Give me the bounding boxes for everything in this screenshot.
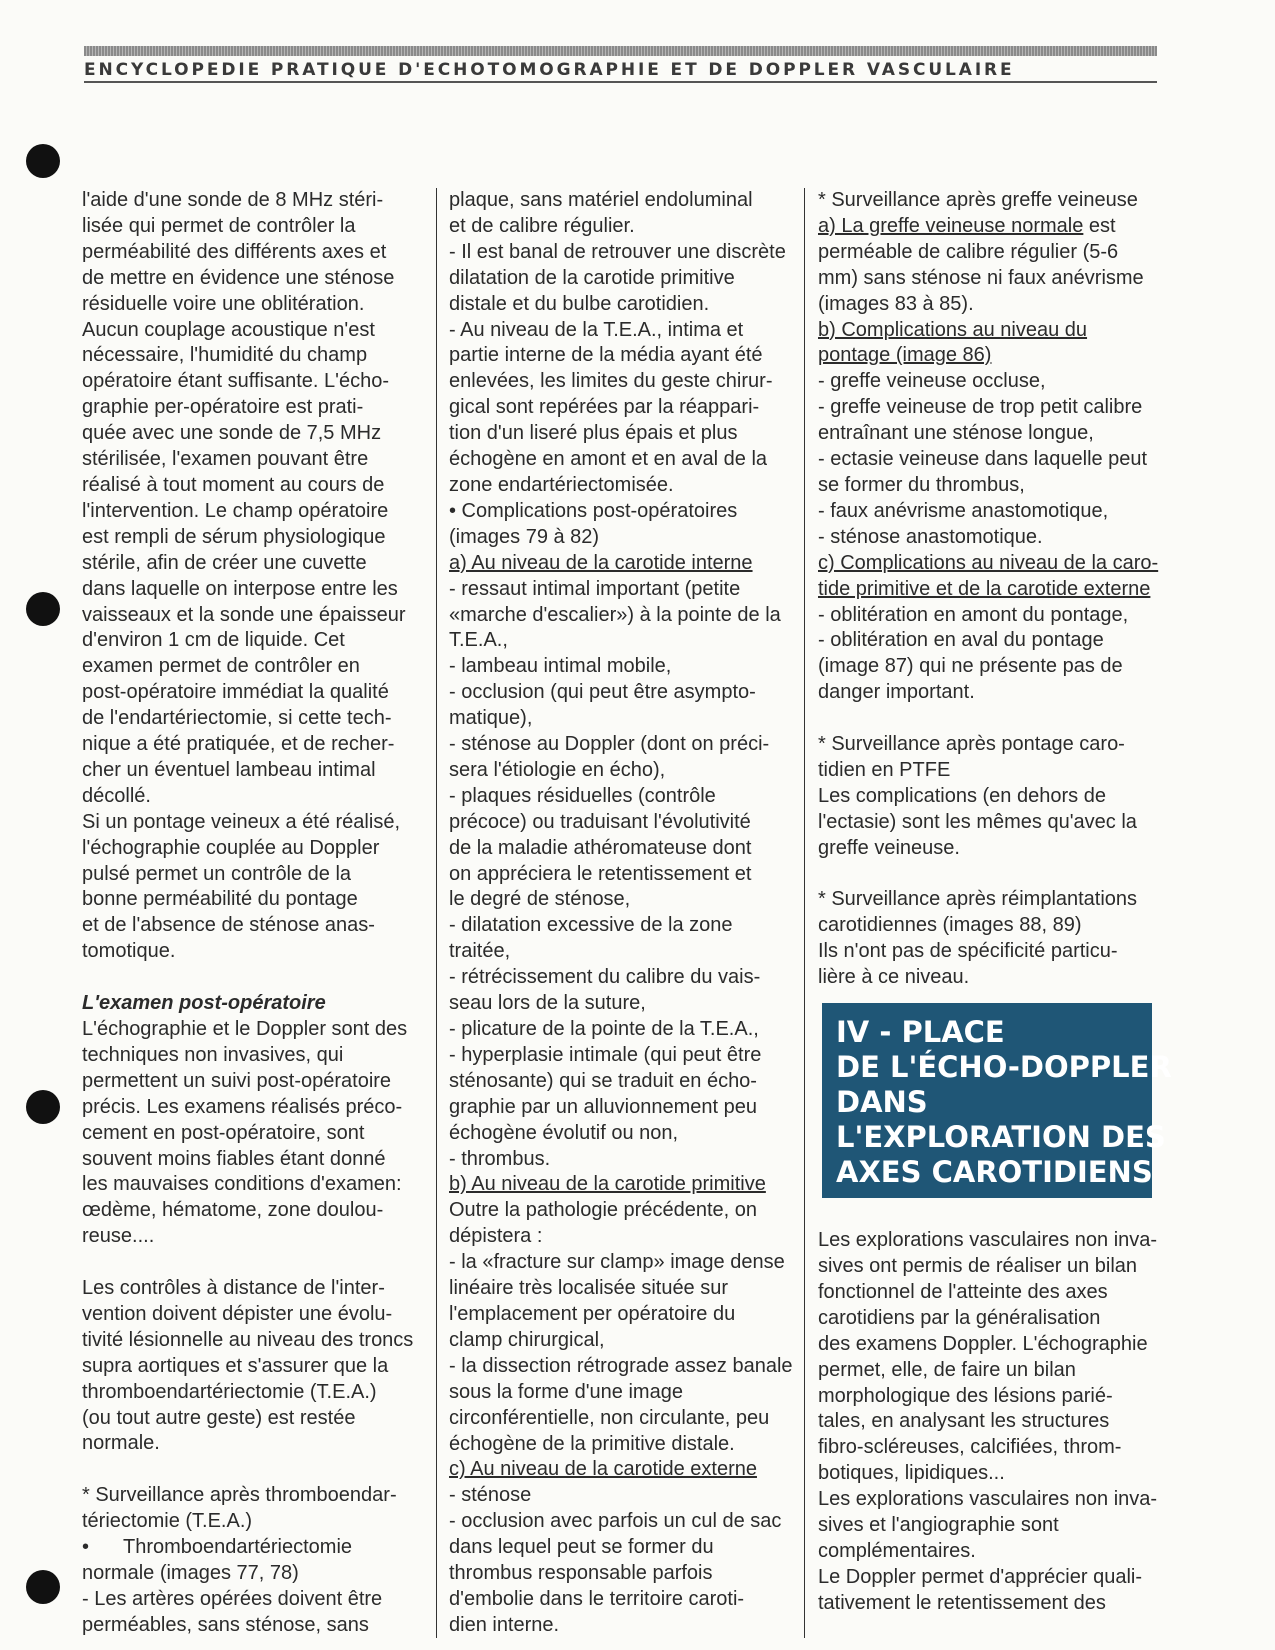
text-line: - sténose bbox=[449, 1484, 532, 1507]
text-line: - ectasie veineuse dans laquelle peut bbox=[818, 448, 1148, 471]
text-line: normale (images 77, 78) bbox=[82, 1561, 299, 1584]
text-line: tériectomie (T.E.A.) bbox=[82, 1510, 253, 1533]
text-line: T.E.A., bbox=[449, 629, 508, 652]
binder-hole bbox=[26, 144, 60, 178]
section-heading-box bbox=[822, 1003, 1172, 1198]
subheading-a: a) Au niveau de la carotide interne bbox=[449, 551, 753, 574]
text-line: précoce) ou traduisant l'évolutivité bbox=[449, 810, 751, 833]
text-line: * Surveillance après pontage caro- bbox=[818, 733, 1125, 756]
text-line: tivité lésionnelle au niveau des troncs bbox=[82, 1328, 414, 1351]
running-header: ENCYCLOPEDIE PRATIQUE D'ECHOTOMOGRAPHIE ET DE DOPPLER VASCULAIRE bbox=[84, 60, 1015, 80]
text-line: lisée qui permet de contrôler la bbox=[82, 214, 356, 237]
text-line: - la «fracture sur clamp» image dense bbox=[449, 1251, 785, 1274]
text-line: stérile, afin de créer une cuvette bbox=[82, 551, 367, 574]
text-line: - occlusion avec parfois un cul de sac bbox=[449, 1510, 782, 1533]
col3-paragraph bbox=[818, 887, 1158, 991]
text-line: zone endartériectomisée. bbox=[449, 473, 674, 496]
text-line: vention doivent dépister une évolu- bbox=[82, 1302, 393, 1325]
text-line: sives ont permis de réaliser un bilan bbox=[818, 1254, 1138, 1277]
text-line: Les contrôles à distance de l'inter- bbox=[82, 1277, 385, 1300]
text-line: - dilatation excessive de la zone bbox=[449, 914, 733, 937]
text-line: sous la forme d'une image bbox=[449, 1380, 683, 1403]
text-line: précis. Les examens réalisés préco- bbox=[82, 1095, 403, 1118]
text-line: et de l'absence de sténose anas- bbox=[82, 914, 375, 937]
binder-hole bbox=[26, 1090, 60, 1124]
text-line: - Il est banal de retrouver une discrète bbox=[449, 240, 786, 263]
text-line: l'aide d'une sonde de 8 MHz stéri- bbox=[82, 189, 384, 211]
bullet-line: • Thromboendartériectomie bbox=[82, 1536, 353, 1559]
text-line: tomotique. bbox=[82, 940, 176, 963]
text-line: nique a été pratiquée, et de recher- bbox=[82, 733, 395, 756]
header-band bbox=[84, 46, 1157, 56]
text-line: opératoire étant suffisante. L'écho- bbox=[82, 370, 389, 393]
text-line: Si un pontage veineux a été réalisé, bbox=[82, 810, 400, 833]
col3-heading: * Surveillance après greffe veineuse bbox=[818, 189, 1138, 211]
text-line: «marche d'escalier») à la pointe de la bbox=[449, 603, 781, 626]
col2-paragraph bbox=[449, 1483, 789, 1638]
col3-line: a) La greffe veineuse normale est bbox=[818, 214, 1116, 237]
text-line: permettent un suivi post-opératoire bbox=[82, 1069, 392, 1092]
text-line: cher un éventuel lambeau intimal bbox=[82, 758, 376, 781]
text-line: vaisseaux et la sonde une épaisseur bbox=[82, 603, 406, 626]
binder-hole bbox=[26, 1570, 60, 1604]
subheading-c: c) Complications au niveau de la caro- bbox=[818, 551, 1159, 574]
text-line: - plaques résiduelles (contrôle bbox=[449, 784, 716, 807]
subheading-a: a) La greffe veineuse normale bbox=[818, 214, 1084, 237]
column-divider bbox=[436, 188, 437, 1638]
text-line: réalisé à tout moment au cours de bbox=[82, 473, 385, 496]
text-line: l'intervention. Le champ opératoire bbox=[82, 499, 389, 522]
text-line: d'embolie dans le territoire caroti- bbox=[449, 1587, 745, 1610]
text-line: - thrombus. bbox=[449, 1147, 551, 1170]
text-line: examen permet de contrôler en bbox=[82, 655, 360, 678]
text-line: de l'endartériectomie, si cette tech- bbox=[82, 707, 392, 730]
text-line: (images 79 à 82) bbox=[449, 525, 600, 548]
text-line: partie interne de la média ayant été bbox=[449, 344, 763, 367]
bullet-icon: • bbox=[82, 1536, 90, 1559]
text-line: Outre la pathologie précédente, on bbox=[449, 1199, 757, 1222]
text-line: quée avec une sonde de 7,5 MHz bbox=[82, 422, 382, 445]
text-line: graphie par un alluvionnement peu bbox=[449, 1095, 757, 1118]
text-line: souvent moins fiables étant donné bbox=[82, 1147, 386, 1170]
text-line: - greffe veineuse de trop petit calibre bbox=[818, 396, 1143, 419]
text-line: supra aortiques et s'assurer que la bbox=[82, 1354, 389, 1377]
text-line: morphologique des lésions parié- bbox=[818, 1384, 1113, 1407]
text-line: mm) sans sténose ni faux anévrisme bbox=[818, 266, 1144, 289]
text-line: Ils n'ont pas de spécificité particu- bbox=[818, 940, 1118, 963]
text-line: dans lequel peut se former du bbox=[449, 1536, 714, 1559]
column-1 bbox=[82, 188, 420, 1639]
text-line: gical sont repérées par la réappari- bbox=[449, 396, 760, 419]
section-title: L'examen post-opératoire bbox=[82, 992, 326, 1015]
text-line: - faux anévrisme anastomotique, bbox=[818, 499, 1109, 522]
text-line: - oblitération en amont du pontage, bbox=[818, 603, 1129, 626]
column-divider bbox=[804, 188, 805, 1638]
text-line: tion d'un liseré plus épais et plus bbox=[449, 422, 738, 445]
text-line: échogène en amont et en aval de la bbox=[449, 448, 768, 471]
text-line: L'échographie et le Doppler sont des bbox=[82, 1017, 408, 1040]
text-line: résiduelle voire une oblitération. bbox=[82, 292, 365, 315]
text-line: nécessaire, l'humidité du champ bbox=[82, 344, 368, 367]
text-line: linéaire très localisée située sur bbox=[449, 1277, 729, 1300]
text-line: (ou tout autre geste) est restée bbox=[82, 1406, 356, 1429]
text-line: - occlusion (qui peut être asympto- bbox=[449, 681, 756, 704]
text-line: sera l'étiologie en écho), bbox=[449, 758, 666, 781]
text-line: circonférentielle, non circulante, peu bbox=[449, 1406, 770, 1429]
text-line: (images 83 à 85). bbox=[818, 292, 974, 315]
text-line: décollé. bbox=[82, 784, 151, 807]
text-line: œdème, hématome, zone doulou- bbox=[82, 1199, 384, 1222]
col3-paragraph bbox=[818, 240, 1158, 318]
text-line: • Complications post-opératoires bbox=[449, 499, 738, 522]
text-line: fonctionnel de l'atteinte des axes bbox=[818, 1280, 1108, 1303]
text-line: * Surveillance après thromboendar- bbox=[82, 1484, 397, 1507]
text-line: IV - PLACE bbox=[836, 1015, 1005, 1050]
text-line: - sténose anastomotique. bbox=[818, 525, 1043, 548]
text-line: des examens Doppler. L'échographie bbox=[818, 1332, 1148, 1355]
text-line: - ressaut intimal important (petite bbox=[449, 577, 741, 600]
text-line: sives et l'angiographie sont bbox=[818, 1514, 1059, 1537]
text-line: de la maladie athéromateuse dont bbox=[449, 836, 752, 859]
subheading-c: tide primitive et de la carotide externe bbox=[818, 577, 1151, 600]
text-line: le degré de sténose, bbox=[449, 888, 631, 911]
text-line: plaque, sans matériel endoluminal bbox=[449, 189, 753, 211]
text-line: de mettre en évidence une sténose bbox=[82, 266, 395, 289]
text-line: dépistera : bbox=[449, 1225, 543, 1248]
text-line: fibro-scléreuses, calcifiées, throm- bbox=[818, 1436, 1122, 1459]
text-line: - Au niveau de la T.E.A., intima et bbox=[449, 318, 744, 341]
text-line: L'EXPLORATION DES bbox=[836, 1120, 1166, 1155]
text-line: carotidiennes (images 88, 89) bbox=[818, 914, 1082, 937]
text-line: danger important. bbox=[818, 681, 975, 704]
text-line: - sténose au Doppler (dont on préci- bbox=[449, 733, 770, 756]
text-line: tidien en PTFE bbox=[818, 758, 951, 781]
text-line: normale. bbox=[82, 1432, 160, 1455]
text-line: cement en post-opératoire, sont bbox=[82, 1121, 365, 1144]
text-line: DE L'ÉCHO-DOPPLER bbox=[836, 1050, 1172, 1085]
text-line: - hyperplasie intimale (qui peut être bbox=[449, 1043, 762, 1066]
text-line: pulsé permet un contrôle de la bbox=[82, 862, 352, 885]
text-line: échogène de la primitive distale. bbox=[449, 1432, 735, 1455]
text-line: - oblitération en aval du pontage bbox=[818, 629, 1104, 652]
text-line: perméabilité des différents axes et bbox=[82, 240, 387, 263]
text-line: dans laquelle on interpose entre les bbox=[82, 577, 398, 600]
text-line: thromboendartériectomie (T.E.A.) bbox=[82, 1380, 377, 1403]
text-line: permet, elle, de faire un bilan bbox=[818, 1358, 1076, 1381]
text-line: lière à ce niveau. bbox=[818, 966, 970, 989]
text-line: clamp chirurgical, bbox=[449, 1328, 605, 1351]
text-line: perméable de calibre régulier (5-6 bbox=[818, 240, 1119, 263]
col1-paragraph bbox=[82, 1276, 420, 1457]
text-line: graphie per-opératoire est prati- bbox=[82, 396, 364, 419]
text-line: - Les artères opérées doivent être bbox=[82, 1587, 383, 1610]
text-line: les mauvaises conditions d'examen: bbox=[82, 1173, 402, 1196]
col1-paragraph bbox=[82, 1561, 420, 1639]
text-line: - lambeau intimal mobile, bbox=[449, 655, 672, 678]
text-line: reuse.... bbox=[82, 1225, 155, 1248]
text-line: botiques, lipidiques... bbox=[818, 1462, 1005, 1485]
subheading-b: b) Au niveau de la carotide primitive bbox=[449, 1173, 766, 1196]
text-line: post-opératoire immédiat la qualité bbox=[82, 681, 389, 704]
text-line: sténosante) qui se traduit en écho- bbox=[449, 1069, 757, 1092]
column-2 bbox=[449, 188, 793, 1639]
text-line: - rétrécissement du calibre du vais- bbox=[449, 966, 761, 989]
text-line: l'échographie couplée au Doppler bbox=[82, 836, 380, 859]
text-line: et de calibre régulier. bbox=[449, 214, 635, 237]
subheading-c: c) Au niveau de la carotide externe bbox=[449, 1458, 757, 1481]
text-line: d'environ 1 cm de liquide. Cet bbox=[82, 629, 345, 652]
text-line: Aucun couplage acoustique n'est bbox=[82, 318, 375, 341]
col3-paragraph bbox=[818, 732, 1158, 862]
text-line: échogène évolutif ou non, bbox=[449, 1121, 679, 1144]
text-line: traitée, bbox=[449, 940, 511, 963]
text-line: dien interne. bbox=[449, 1613, 560, 1636]
text-line: - plicature de la pointe de la T.E.A., bbox=[449, 1018, 759, 1040]
header-rule bbox=[84, 81, 1157, 83]
text-line: se former du thrombus, bbox=[818, 473, 1025, 496]
subheading-b: pontage (image 86) bbox=[818, 344, 992, 367]
col3-paragraph bbox=[818, 1228, 1158, 1617]
col1-paragraph bbox=[82, 1017, 420, 1250]
text-line: thrombus responsable parfois bbox=[449, 1562, 713, 1585]
col2-paragraph bbox=[449, 577, 789, 1173]
col2-paragraph bbox=[449, 188, 789, 551]
text-line: techniques non invasives, qui bbox=[82, 1043, 344, 1066]
text-line: perméables, sans sténose, sans bbox=[82, 1613, 369, 1636]
text-line: tativement le retentissement des bbox=[818, 1591, 1106, 1614]
text-line: entraînant une sténose longue, bbox=[818, 422, 1094, 445]
binder-hole bbox=[26, 592, 60, 626]
text-line: Les complications (en dehors de bbox=[818, 784, 1106, 807]
text-line: * Surveillance après réimplantations bbox=[818, 888, 1138, 911]
text-line: on appréciera le retentissement et bbox=[449, 862, 752, 885]
subheading-b: b) Complications au niveau du bbox=[818, 318, 1088, 341]
col1-paragraph bbox=[82, 1483, 420, 1535]
text-line: distale et du bulbe carotidien. bbox=[449, 292, 710, 315]
column-3 bbox=[818, 188, 1172, 1617]
text-line: tales, en analysant les structures bbox=[818, 1410, 1110, 1433]
text-line: Les explorations vasculaires non inva- bbox=[818, 1229, 1158, 1252]
text-line: est rempli de sérum physiologique bbox=[82, 525, 386, 548]
text-line: l'ectasie) sont les mêmes qu'avec la bbox=[818, 810, 1137, 833]
text-line: carotidiens par la généralisation bbox=[818, 1306, 1101, 1329]
text-line: (image 87) qui ne présente pas de bbox=[818, 655, 1123, 678]
text-line: AXES CAROTIDIENS bbox=[836, 1155, 1153, 1190]
text-line: - greffe veineuse occluse, bbox=[818, 370, 1046, 393]
text-line: Le Doppler permet d'apprécier quali- bbox=[818, 1565, 1142, 1588]
col3-paragraph bbox=[818, 369, 1158, 550]
text-line: matique), bbox=[449, 707, 533, 730]
text-line: DANS bbox=[836, 1085, 928, 1120]
text-line: bonne perméabilité du pontage bbox=[82, 888, 358, 911]
text-line: enlevées, les limites du geste chirur- bbox=[449, 370, 773, 393]
col1-paragraph bbox=[82, 188, 420, 965]
text-line: Les explorations vasculaires non inva- bbox=[818, 1488, 1158, 1511]
col2-paragraph bbox=[449, 1198, 793, 1457]
text-line: greffe veineuse. bbox=[818, 836, 960, 859]
text-line: - la dissection rétrograde assez banale bbox=[449, 1354, 793, 1377]
text-line: dilatation de la carotide primitive bbox=[449, 266, 735, 289]
text-line: complémentaires. bbox=[818, 1539, 976, 1562]
text-line: seau lors de la suture, bbox=[449, 992, 646, 1015]
col3-paragraph bbox=[818, 603, 1158, 707]
text-line: stérilisée, l'examen pouvant être bbox=[82, 448, 369, 471]
text-line: l'emplacement per opératoire du bbox=[449, 1302, 736, 1325]
